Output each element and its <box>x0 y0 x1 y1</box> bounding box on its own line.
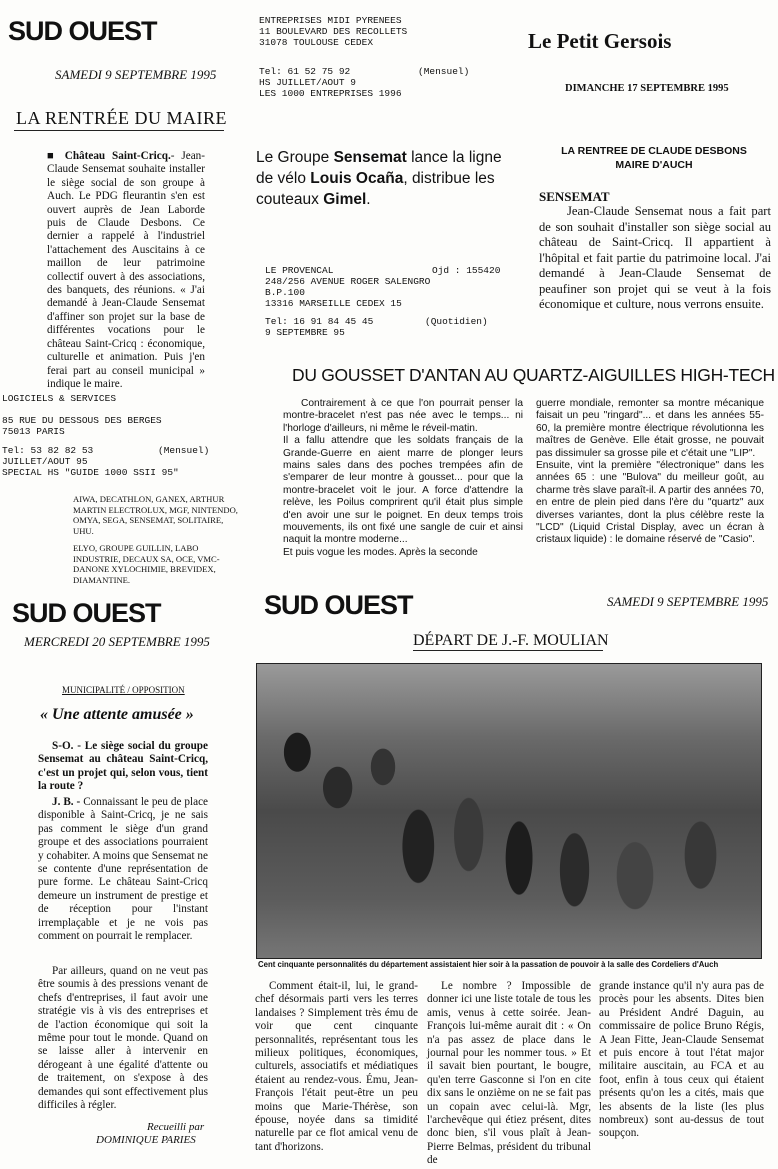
interview-answer: Par ailleurs, quand on ne veut pas être soumis à des pressions venant de chefs d'entreprises, il faut avoir une stratégie vis à vis des entreprises et de l'action économique qui soit la même pour tout le monde. Quand on se laisse aller à intervenir en dérogeant à une égalité d'attente ou de traitement, on s'expose à des demandes qui sont effectivement plus difficiles à régler. <box>38 965 208 1112</box>
event-photo <box>256 663 762 959</box>
article-body <box>47 150 205 391</box>
press-source-header: LE PROVENCAL 248/256 AVENUE ROGER SALENGRO B.P.100 13316 MARSEILLE CEDEX 15 <box>265 265 431 309</box>
sud-ouest-logo: SUD OUEST <box>12 598 161 628</box>
article-date: MERCREDI 20 SEPTEMBRE 1995 <box>24 634 210 649</box>
article-author: DOMINIQUE PARIES <box>96 1134 196 1146</box>
interview-question: S-O. - Le siège social du groupe Sensemat au château Saint-Cricq, c'est un projet qui, selon vous, tient la route ? <box>38 740 208 793</box>
article-body: Le Groupe Sensemat lance la ligne de vélo Louis Ocaña, distribue les couteaux Gimel. <box>256 149 502 208</box>
photo-caption: Cent cinquante personnalités du département assistaient hier soir à la passation de pouvoir à la salle des Cordeliers d'Auch <box>258 960 719 969</box>
article-lead: SENSEMAT <box>539 189 610 204</box>
press-source-info: Tel: 53 82 82 53 JUILLET/AOUT 95 SPECIAL HS "GUIDE 1000 SSII 95" <box>2 445 179 478</box>
company-list: ELYO, GROUPE GUILLIN, LABO INDUSTRIE, DECAUX SA, OCE, VMC-DANONE XYLOCHIMIE, BREVIDEX, DIAMANTINE. <box>73 543 220 585</box>
title-line: LA RENTREE DE CLAUDE DESBONS <box>561 145 747 157</box>
article-column: Le nombre ? Impossible de donner ici une liste totale de tous les amis, venus à cette soirée. Jean-François lui-même aurait dit : « On n'a pas assez de place dans le journal pour les nommer tous. » Et il savait bien pourtant, le bougre, qu'en terre Gasconne si l'on en cite dix sans le onzième on ne se fait pas un copain avec celui-là. Mgr, l'archevêque qui étiez présent, dites donc bien, s'il vous plaît à Jean-Pierre Belmas, président du tribunal de <box>427 980 591 1167</box>
press-source-header: ENTREPRISES MIDI PYRENEES 11 BOULEVARD DES RECOLLETS 31078 TOULOUSE CEDEX <box>259 15 408 48</box>
article-title: LA RENTRÉE DU MAIRE <box>16 108 227 128</box>
press-source-info: Tel: 16 91 84 45 45 9 SEPTEMBRE 95 <box>265 316 374 338</box>
article-date: DIMANCHE 17 SEPTEMBRE 1995 <box>565 83 729 94</box>
article-column: Contrairement à ce que l'on pourrait penser la montre-bracelet n'est pas née avec le temps... ni l'horloge d'ailleurs, ni même le réveil-matin. Il a fallu attendre que les soldats français de la Grande-Guerre en aient marre de plonger leurs mains sales dans des poches trempées afin de s'emparer de leur montre à gousset... pour que la montre-bracelet voit le jour. A force d'attendre la relève, les Poilus comprirent qu'il était plus simple d'en avoir une sur le poignet. En deux temps trois mouvements, ils ont fixé une sangle de cuir et ainsi naquit la montre moderne... Et puis vogue les modes. Après la seconde <box>283 398 523 558</box>
article-body: Jean-Claude Sensemat nous a fait part de son souhait d'installer son siège social au château de Saint-Cricq. Il appartient à l'hôpital et fait partie du patrimoine local. J'ai demandé à Jean-Claude Sensemat de peaufiner son projet qui se veut à la fois économique et culture, nous verrons ensuite. <box>539 204 771 311</box>
company-list: AIWA, DECATHLON, GANEX, ARTHUR MARTIN ELECTROLUX, MGF, NINTENDO, OMYA, SEGA, SENSEMAT, SOLITAIRE, UHU. <box>73 494 238 536</box>
sud-ouest-logo: SUD OUEST <box>8 16 157 46</box>
title-line: MAIRE D'AUCH <box>615 159 693 171</box>
press-source-info: Tel: 61 52 75 92 HS JUILLET/AOUT 9 LES 1000 ENTREPRISES 1996 <box>259 66 402 99</box>
article-column: grande instance qu'il n'y aura pas de procès pour les absents. Dites bien au Président André Daguin, au commissaire de police Bruno Régis, A Jean Fitte, Jean-Claude Sensemat et puis encore à tout l'état major militaire auscitain, au FCA et au foot, enfin à tous ceux qui étaient présents qu'on les a cités, mais que les absents de la liste (les plus nombreux) sont au-dessus de tout soupçon. <box>599 980 764 1140</box>
article-lead: ■ Château Saint-Cricq. <box>47 150 171 162</box>
article-kicker: MUNICIPALITÉ / OPPOSITION <box>62 685 185 695</box>
article-date: SAMEDI 9 SEPTEMBRE 1995 <box>607 594 769 609</box>
press-frequency: (Mensuel) <box>418 66 470 77</box>
press-frequency: (Mensuel) <box>158 445 210 456</box>
article-title: DU GOUSSET D'ANTAN AU QUARTZ-AIGUILLES HIGH-TECH <box>292 365 775 385</box>
sud-ouest-logo: SUD OUEST <box>264 590 413 620</box>
article-credit: Recueilli par <box>147 1121 205 1133</box>
petit-gersois-logo: Le Petit Gersois <box>528 29 672 53</box>
article-column: guerre mondiale, remonter sa montre mécanique faisait un peu "ringard"... et dans les années 55-60, la première montre électrique révolutionna les maîtres de Genève. Elle était grosse, ne pouvait pas dissimuler sa grosse pile et c'était une "LIP". Ensuite, vint la première "électronique" dans les années 65 : une "Bulova" du meilleur goût, au charme très slave paraît-il. A partir des années 70, en entre de plein pied dans l'ère du "quartz" aux diverses variantes, dont la plus célèbre reste la "LCD" (Liquid Cristal Display, avec un écran à cristaux liquide) : le domaine réservé de "Casio". <box>536 398 764 546</box>
press-frequency: (Quotidien) <box>425 316 488 327</box>
press-audience: Ojd : 155420 <box>432 265 501 276</box>
article-title: « Une attente amusée » <box>40 706 194 723</box>
article-title: DÉPART DE J.-F. MOULIAN <box>413 632 609 649</box>
article-date: SAMEDI 9 SEPTEMBRE 1995 <box>55 67 217 82</box>
article-text: - Jean-Claude Sensemat souhaite installer le siège social de son groupe à Auch. Le PDG fleurantin s'en est ouvert auprès de Jean Laborde puis de Claude Desbons. Ce dernier a rappelé à l'industriel l'attachement des Auscitains à ce maillon de leur patrimoine collectif ouvert à des associations, des banquets, des réunions. « J'ai demandé à Jean-Claude Sensemat d'affiner son projet sur la base de différentes vocations pour le château Saint-Cricq : économique, culturelle et animation. Puis j'en ferai part au conseil municipal » indique le maire. <box>47 150 205 390</box>
article-title <box>540 144 768 172</box>
press-source-header: LOGICIELS & SERVICES 85 RUE DU DESSOUS DES BERGES 75013 PARIS <box>2 393 162 437</box>
interview-answer: J. B. - Connaissant le peu de place disponible à Saint-Cricq, je ne sais pas comment le siège d'un grand groupe et des associations pourraient y cohabiter. A moins que Sensemat ne se contente d'une représentation de pure forme. Le château Saint-Cricq demeure un instrument de prestige et de réception pour l'instant irremplaçable et je ne vois pas comment on pourrait le remplacer. <box>38 796 209 943</box>
article-column: Comment était-il, lui, le grand-chef désormais parti vers les terres landaises ? Simplement très ému de voir que cent cinquante personnalités, représentant tous les milieux politiques, économiques, culturels, associatifs et médiatiques étaient au rendez-vous. Ému, Jean-François l'était peut-être un peu moins que Marie-Thérèse, son épouse, noyée dans sa timidité naturelle par ce flot amical venu de tant d'horizons. <box>255 980 418 1153</box>
